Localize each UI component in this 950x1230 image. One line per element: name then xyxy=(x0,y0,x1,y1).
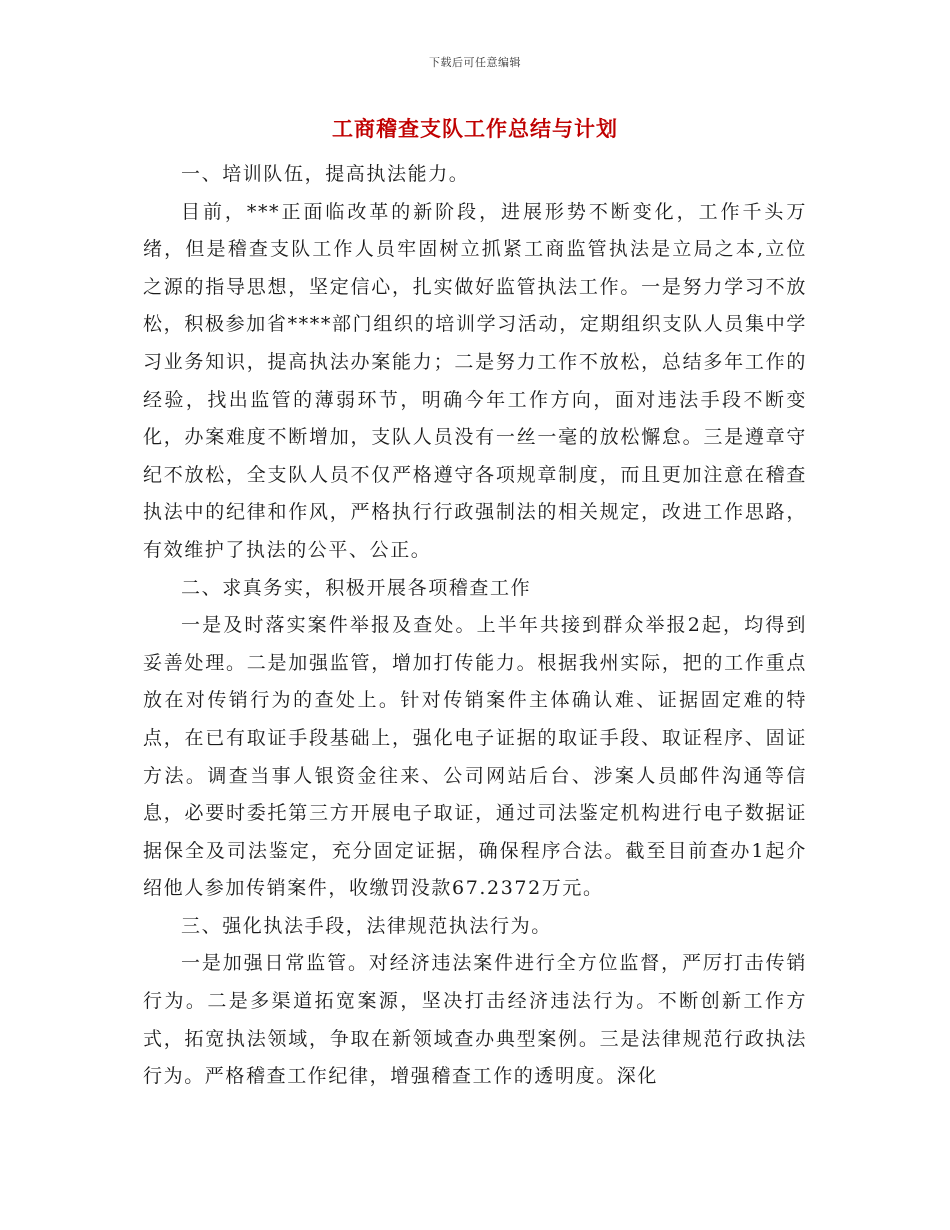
document-title: 工商稽查支队工作总结与计划 xyxy=(332,116,618,141)
header-note: 下载后可任意编辑 xyxy=(429,56,521,69)
paragraph-section-1-heading: 一、培训队伍，提高执法能力。 xyxy=(181,163,470,185)
document-body xyxy=(143,156,807,1096)
paragraph-section-1-body: 目前，***正面临改革的新阶段，进展形势不断变化，工作千头万绪，但是稽查支队工作人员牢固树立抓紧工商监管执法是立局之本,立位之源的指导思想，坚定信心，扎实做好监管执法工作。一是努力学习不放松，积极参加省****部门组织的培训学习活动，定期组织支队人员集中学习业务知识，提高执法办案能力；二是努力工作不放松，总结多年工作的经验，找出监管的薄弱环节，明确今年工作方向，面对违法手段不断变化，办案难度不断增加，支队人员没有一丝一毫的放松懈怠。三是遵章守纪不放松，全支队人员不仅严格遵守各项规章制度，而且更加注意在稽查执法中的纪律和作风，严格执行行政强制法的相关规定，改进工作思路，有效维护了执法的公平、公正。 xyxy=(143,200,807,561)
paragraph-section-3-body: 一是加强日常监管。对经济违法案件进行全方位监督，严厉打击传销行为。二是多渠道拓宽案源，坚决打击经济违法行为。不断创新工作方式，拓宽执法领域，争取在新领域查办典型案例。三是法律规范行政执法行为。严格稽查工作纪律，增强稽查工作的透明度。深化 xyxy=(143,952,807,1088)
paragraph-section-2-body: 一是及时落实案件举报及查处。上半年共接到群众举报2起，均得到妥善处理。二是加强监管，增加打传能力。根据我州实际，把的工作重点放在对传销行为的查处上。针对传销案件主体确认难、证据固定难的特点，在已有取证手段基础上，强化电子证据的取证手段、取证程序、固证方法。调查当事人银资金往来、公司网站后台、涉案人员邮件沟通等信息，必要时委托第三方开展电子取证，通过司法鉴定机构进行电子数据证据保全及司法鉴定，充分固定证据，确保程序合法。截至目前查办1起介绍他人参加传销案件，收缴罚没款67.2372万元。 xyxy=(143,614,807,900)
paragraph-section-3-heading: 三、强化执法手段，法律规范执法行为。 xyxy=(181,914,552,937)
paragraph-section-2-heading: 二、求真务实，积极开展各项稽查工作 xyxy=(181,576,532,599)
